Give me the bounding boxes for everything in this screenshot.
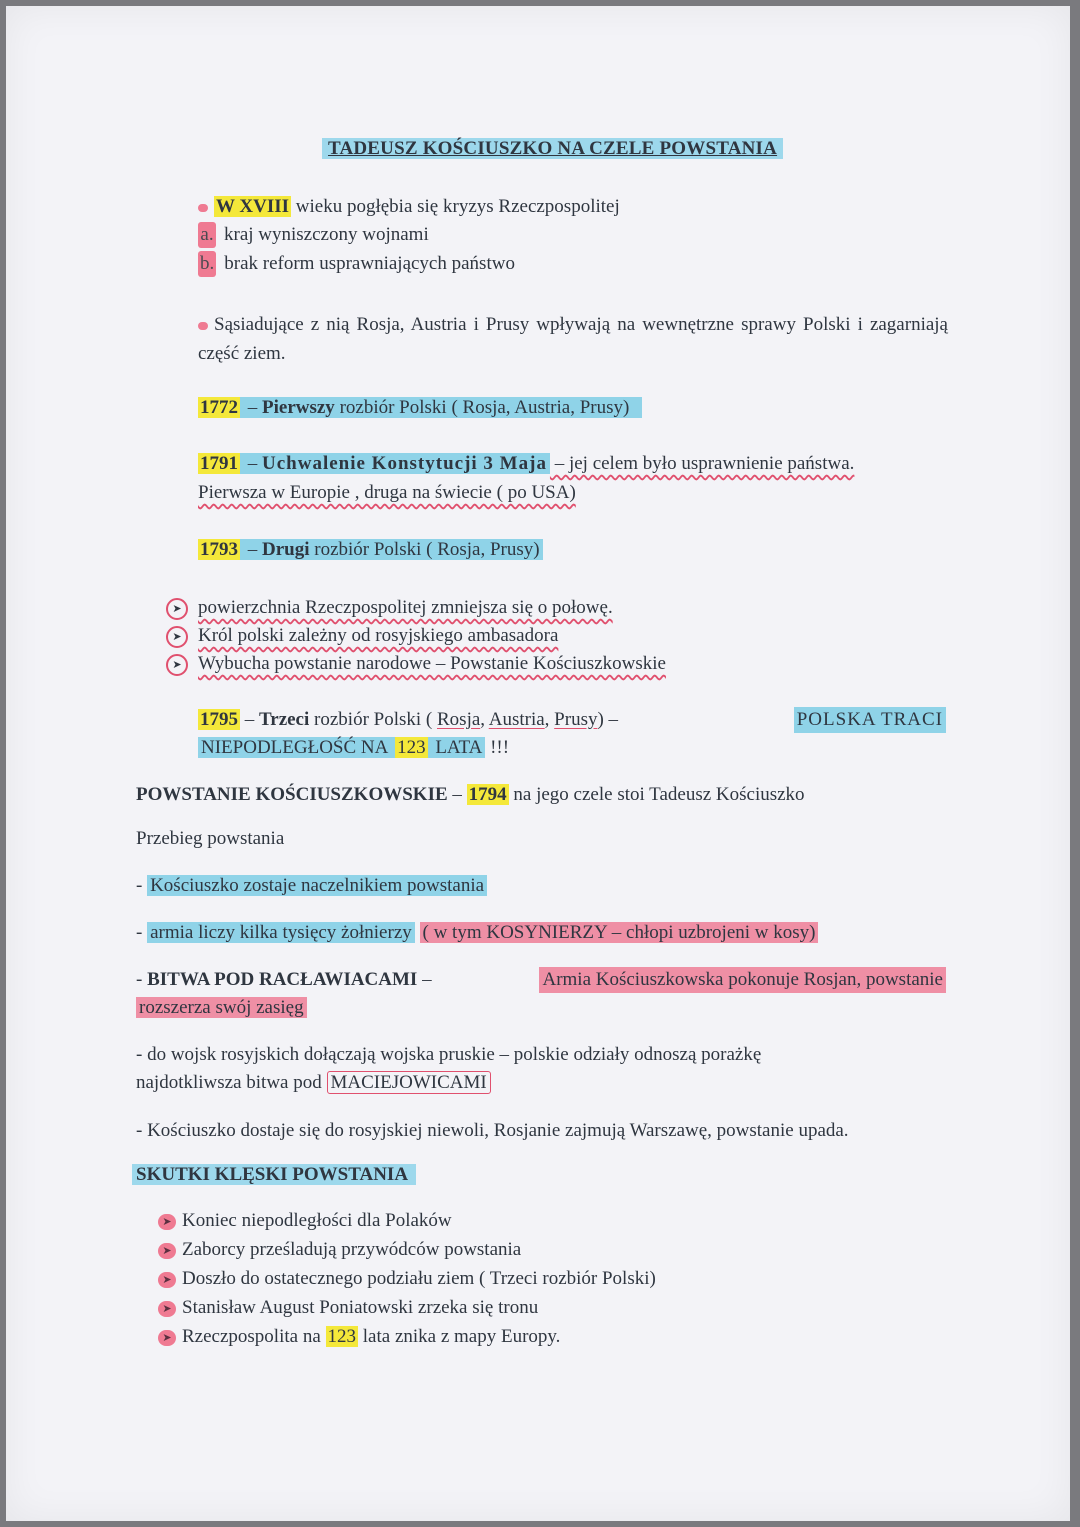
course-point-5 (136, 1118, 849, 1144)
battle-raclawice: BITWA POD RACŁAWIACAMI (147, 969, 418, 990)
event-1791-line2 (198, 480, 576, 506)
arrow-bullet-icon: ➤ (158, 1272, 176, 1288)
course-point-3 (136, 967, 946, 993)
battle-result-text: Armia Kościuszkowska pokonuje Rosjan, powstanie (539, 967, 946, 993)
event-1795-text: rozbiór Polski ( (309, 709, 437, 730)
bullet-dot-icon (198, 322, 208, 330)
event-1795-line2 (198, 735, 509, 761)
course-point-4 (136, 1042, 946, 1068)
uprising-heading-text: na jego czele stoi Tadeusz Kościuszko (508, 784, 805, 805)
uprising-heading-line (136, 782, 805, 808)
list-item (158, 1208, 452, 1234)
years-count-highlight: 123 (397, 737, 426, 758)
constitution-label: Uchwalenie Konstytucji 3 Maja (262, 453, 547, 474)
dash: - (136, 969, 148, 990)
exclamation: !!! (485, 737, 510, 758)
course-label (136, 826, 284, 852)
partition-first: Pierwszy (262, 397, 335, 418)
intro-line (198, 194, 620, 220)
intro-point-b-text: brak reform usprawniających państwo (224, 253, 515, 274)
event-1795 (198, 707, 946, 733)
year-1795: 1795 (200, 709, 238, 730)
partition-third: Trzeci (259, 709, 310, 730)
dash: – (447, 784, 467, 805)
dash: - (136, 922, 148, 943)
arrow-bullet-icon: ➤ (158, 1330, 176, 1346)
arrow-circle-icon: ➤ (166, 598, 188, 620)
letter-b-icon: b. (198, 251, 216, 277)
course-point-5-text: - Kościuszko dostaje się do rosyjskiej niewoli, Rosjanie zajmują Warszawę, powstanie upada. (136, 1120, 849, 1141)
country-prussia: Prusy (554, 709, 598, 730)
list-item-text: Doszło do ostatecznego podziału ziem ( Trzeci rozbiór Polski) (182, 1268, 656, 1289)
list-item-text: Zaborcy prześladują przywódców powstania (182, 1239, 522, 1260)
course-point-4-text-2: najdotkliwsza bitwa pod (136, 1072, 327, 1093)
consequences-heading (132, 1162, 416, 1188)
year-1793: 1793 (200, 539, 238, 560)
list-item (166, 651, 666, 677)
course-label-text: Przebieg powstania (136, 828, 285, 849)
paper-sheet (6, 6, 1070, 1521)
dash: – (243, 539, 262, 560)
dash: ) – (597, 709, 619, 730)
list-item (166, 595, 613, 621)
comma: , (544, 709, 555, 730)
list-item (158, 1266, 656, 1292)
consequences-heading-text: SKUTKI KLĘSKI POWSTANIA (132, 1164, 416, 1185)
independence-lost-text-2: NIEPODLEGŁOŚĆ NA (198, 737, 395, 758)
year-1772: 1772 (200, 397, 238, 418)
event-1772 (198, 395, 642, 421)
uprising-heading: POWSTANIE KOŚCIUSZKOWSKIE (136, 784, 448, 805)
partition-second: Drugi (262, 539, 310, 560)
page-title-text: TADEUSZ KOŚCIUSZKO NA CZELE POWSTANIA (322, 138, 783, 159)
event-1793 (198, 537, 543, 563)
arrow-bullet-icon: ➤ (158, 1243, 176, 1259)
dash: – (240, 709, 259, 730)
neighbors-text: Sąsiadujące z nią Rosja, Austria i Prusy wpływają na wewnętrzne sprawy Polski i zagarniają część ziem. (198, 314, 948, 364)
letter-a-icon: a. (198, 222, 216, 248)
year-1791: 1791 (200, 453, 238, 474)
neighbors-paragraph (198, 310, 948, 368)
arrow-circle-icon: ➤ (166, 654, 188, 676)
dash: – (243, 397, 262, 418)
list-item (158, 1237, 521, 1263)
course-point-2 (136, 920, 818, 946)
dash: - (136, 875, 148, 896)
country-austria: Austria (488, 709, 545, 730)
battle-maciejowice: MACIEJOWICAMI (327, 1071, 491, 1094)
bullet-dot-icon (198, 204, 208, 212)
event-1772-text: rozbiór Polski ( Rosja, Austria, Prusy) (334, 397, 630, 418)
list-item-text: powierzchnia Rzeczpospolitej zmniejsza się o połowę. (198, 597, 613, 618)
comma: , (480, 709, 489, 730)
intro-point-b (198, 251, 515, 277)
course-point-1-text: Kościuszko zostaje naczelnikiem powstania (147, 875, 487, 896)
years-count-highlight: 123 (327, 1326, 357, 1347)
intro-point-a (198, 222, 429, 248)
course-point-1 (136, 873, 487, 899)
list-item-text: Król polski zależny od rosyjskiego ambasadora (198, 625, 559, 646)
dash: – (243, 453, 262, 474)
list-item-text-end: lata znika z mapy Europy. (358, 1326, 561, 1347)
event-1791 (198, 451, 948, 477)
course-point-4-text: - do wojsk rosyjskich dołączają wojska pruskie – polskie odziały odnoszą porażkę (136, 1044, 762, 1065)
list-item (166, 623, 558, 649)
list-item-text: Stanisław August Poniatowski zrzeka się tronu (182, 1297, 539, 1318)
independence-lost-text: POLSKA TRACI (794, 707, 946, 733)
year-1794: 1794 (468, 784, 507, 805)
list-item-text: Wybucha powstanie narodowe – Powstanie Kościuszkowskie (198, 653, 666, 674)
course-point-2-text: armia liczy kilka tysięcy żołnierzy (147, 922, 415, 943)
list-item-text: Rzeczpospolita na (182, 1326, 326, 1347)
scythemen-note: ( w tym KOSYNIERZY – chłopi uzbrojeni w kosy) (420, 922, 819, 943)
intro-text: wieku pogłębia się kryzys Rzeczpospolitej (295, 196, 620, 217)
intro-point-a-text: kraj wyniszczony wojnami (224, 224, 429, 245)
list-item-text: Koniec niepodległości dla Polaków (182, 1210, 452, 1231)
list-item (158, 1295, 538, 1321)
page-title (322, 136, 783, 162)
course-point-4-line2 (136, 1070, 491, 1096)
list-item (158, 1324, 560, 1350)
arrow-circle-icon: ➤ (166, 626, 188, 648)
event-1793-text: rozbiór Polski ( Rosja, Prusy) (309, 539, 540, 560)
century-highlight: W XVIII (216, 196, 290, 217)
event-1791-text: – jej celem było usprawnienie państwa. (549, 453, 855, 474)
course-point-3-line2 (136, 995, 307, 1021)
years-label: LATA (428, 737, 486, 758)
battle-result-text-2: rozszerza swój zasięg (136, 997, 307, 1018)
constitution-note: Pierwsza w Europie , druga na świecie ( po USA) (198, 482, 576, 503)
country-russia: Rosja (437, 709, 481, 730)
arrow-bullet-icon: ➤ (158, 1214, 176, 1230)
arrow-bullet-icon: ➤ (158, 1301, 176, 1317)
dash: – (417, 969, 432, 990)
